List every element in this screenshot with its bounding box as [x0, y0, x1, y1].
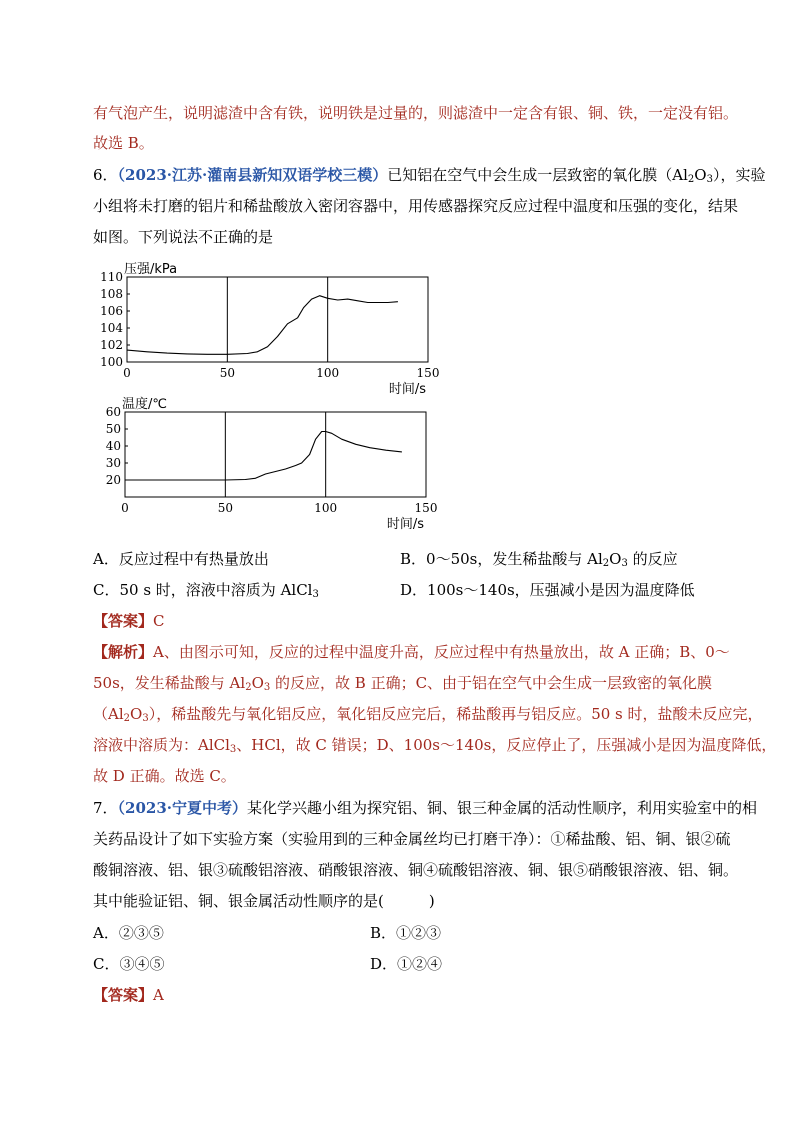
x-tick-label: 0 — [121, 501, 129, 515]
analysis-text: 的反应，故 B 正确；C、由于铝在空气中会生成一层致密的氧化膜 — [270, 674, 713, 692]
answer-value: C — [153, 612, 165, 630]
q6-analysis-line-2 — [93, 673, 712, 693]
x-axis-label: 时间/s — [386, 517, 424, 532]
analysis-subscript: 3 — [229, 744, 237, 755]
q7-number: 7． — [93, 799, 118, 817]
q6-option-c[interactable] — [93, 580, 319, 600]
q6-stem-text: ），实验 — [712, 166, 766, 184]
q7-source: （2023·宁夏中考） — [117, 799, 248, 817]
x-tick-label: 100 — [314, 501, 338, 515]
analysis-text: 、HCl，故 C 错误；D、100s～140s，反应停止了，压强减小是因为温度降低， — [236, 736, 777, 754]
prev-explanation-line-1: 有气泡产生，说明滤渣中含有铁，说明铁是过量的，则滤渣中一定含有银、铜、铁，一定没有铝。 — [93, 104, 739, 122]
y-tick-label: 40 — [105, 439, 121, 453]
q7-option-c[interactable]: C．③④⑤ — [93, 955, 165, 973]
q6-subscript: 2 — [602, 558, 610, 569]
q6-stem-text: O — [694, 166, 707, 184]
q6-option-b-text: O — [609, 550, 622, 568]
q6-subscript: 2 — [687, 174, 695, 185]
y-axis-label: 温度/℃ — [122, 397, 167, 412]
q6-subscript: 3 — [312, 589, 319, 600]
analysis-text: A、由图示可知，反应的过程中温度升高，反应过程中有热量放出，故 A 正确；B、0～ — [153, 643, 730, 661]
x-tick-label: 100 — [316, 366, 340, 380]
q7-stem-line-2: 关药品设计了如下实验方案（实验用到的三种金属丝均已打磨干净）：①稀盐酸、铝、铜、银②硫 — [93, 830, 731, 848]
analysis-subscript: 3 — [142, 713, 149, 724]
analysis-subscript: 2 — [245, 682, 252, 693]
analysis-text: （Al — [93, 705, 124, 723]
data-series-line — [125, 432, 402, 481]
y-tick-label: 108 — [100, 287, 123, 301]
q7-answer — [93, 985, 164, 1005]
plot-frame — [125, 412, 426, 497]
q7-option-a[interactable]: A．②③⑤ — [93, 924, 164, 942]
q6-option-d[interactable]: D．100s～140s，压强减小是因为温度降低 — [400, 581, 695, 599]
q6-analysis-line-3 — [93, 704, 763, 724]
q6-option-a[interactable]: A．反应过程中有热量放出 — [93, 550, 269, 568]
pressure-chart — [93, 255, 453, 395]
y-axis-label: 压强/kPa — [124, 262, 178, 277]
analysis-text: O — [130, 705, 143, 723]
analysis-text: O — [251, 674, 264, 692]
q6-answer — [93, 611, 165, 631]
q6-analysis-line-1 — [93, 642, 730, 662]
q6-stem-text: 已知铝在空气中会生成一层致密的氧化膜（Al — [387, 166, 688, 184]
q6-option-b-text: B．0～50s，发生稀盐酸与 Al — [400, 550, 603, 568]
q6-subscript: 3 — [621, 558, 628, 569]
q6-source: （2023·江苏·灌南县新知双语学校三模） — [117, 166, 388, 184]
x-tick-label: 50 — [217, 501, 233, 515]
data-series-line — [127, 296, 398, 355]
q6-analysis-line-4 — [93, 735, 776, 755]
q7-stem-line-3: 酸铜溶液、铝、银③硫酸铝溶液、硝酸银溶液、铜④硫酸铝溶液、铜、银⑤硝酸银溶液、铝、铜。 — [93, 861, 739, 879]
analysis-text: ），稀盐酸先与氧化铝反应，氧化铝反应完后，稀盐酸再与铝反应。50 s 时，盐酸未反应完， — [148, 705, 763, 723]
x-tick-label: 150 — [414, 501, 438, 515]
y-tick-label: 50 — [105, 422, 121, 436]
q7-option-b[interactable]: B．①②③ — [370, 924, 442, 942]
analysis-tag: 【解析】 — [93, 643, 154, 661]
analysis-text: 50s，发生稀盐酸与 Al — [93, 674, 246, 692]
y-tick-label: 60 — [105, 405, 121, 419]
y-tick-label: 106 — [100, 304, 123, 318]
q7-stem-line-1 — [93, 798, 757, 818]
x-tick-label: 150 — [416, 366, 440, 380]
pressure-chart-svg — [93, 255, 453, 395]
q6-analysis-line-5: 故 D 正确。故选 C。 — [93, 767, 236, 785]
q6-number: 6． — [93, 166, 118, 184]
answer-tag: 【答案】 — [93, 612, 154, 630]
analysis-subscript: 2 — [123, 713, 131, 724]
answer-value: A — [153, 986, 164, 1004]
q6-stem-line-3: 如图。下列说法不正确的是 — [93, 228, 274, 246]
y-tick-label: 30 — [105, 456, 121, 470]
q6-option-b-text: 的反应 — [627, 550, 678, 568]
y-tick-label: 20 — [105, 473, 121, 487]
x-tick-label: 50 — [219, 366, 235, 380]
y-tick-label: 102 — [100, 338, 123, 352]
y-tick-label: 110 — [100, 270, 123, 284]
q6-option-b[interactable] — [400, 549, 678, 569]
analysis-text: 溶液中溶质为：AlCl — [93, 736, 230, 754]
y-tick-label: 100 — [100, 355, 123, 369]
temperature-chart-svg — [93, 395, 453, 540]
q6-option-c-text: C．50 s 时，溶液中溶质为 AlCl — [93, 581, 313, 599]
q7-stem-line-4: 其中能验证铝、铜、银金属活动性顺序的是( ) — [93, 892, 435, 910]
x-tick-label: 0 — [123, 366, 131, 380]
x-axis-label: 时间/s — [388, 382, 426, 397]
temperature-chart — [93, 395, 453, 540]
q6-stem-line-1 — [93, 165, 765, 185]
analysis-subscript: 3 — [263, 682, 271, 693]
q7-option-d[interactable]: D．①②④ — [370, 955, 443, 973]
y-tick-label: 104 — [100, 321, 123, 335]
q6-subscript: 3 — [706, 174, 713, 185]
answer-tag: 【答案】 — [93, 986, 154, 1004]
plot-frame — [127, 277, 428, 362]
q7-stem-text: 某化学兴趣小组为探究铝、铜、银三种金属的活动性顺序，利用实验室中的相 — [247, 799, 758, 817]
q6-stem-line-2: 小组将未打磨的铝片和稀盐酸放入密闭容器中，用传感器探究反应过程中温度和压强的变化，结果 — [93, 197, 739, 215]
prev-explanation-line-2: 故选 B。 — [93, 134, 154, 152]
